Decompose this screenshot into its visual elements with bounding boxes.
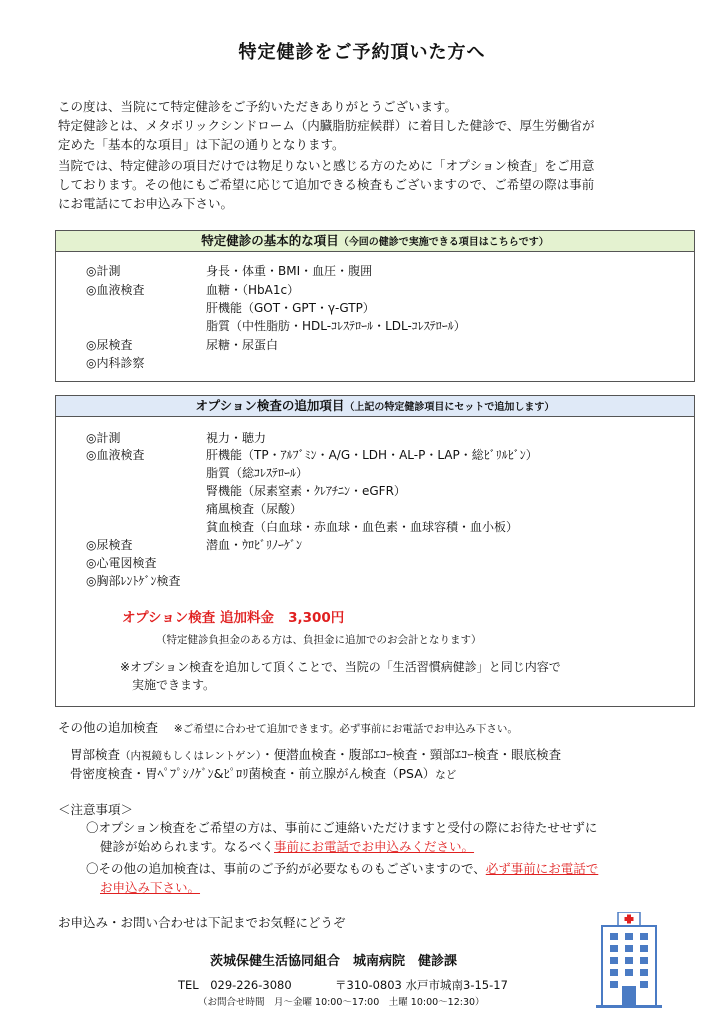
option-label: ◎計測 bbox=[86, 431, 121, 445]
option-label: ◎尿検査 bbox=[86, 538, 133, 552]
option-fee-note: （特定健診負担金のある方は、負担金に追加でのお会計となります） bbox=[156, 634, 482, 646]
other-tests-title: その他の追加検査 bbox=[58, 720, 159, 735]
basic-items-header-title: 特定健診の基本的な項目 bbox=[201, 233, 339, 248]
caution-title: ＜注意事項＞ bbox=[58, 802, 134, 817]
option-value: 痛風検査（尿酸） bbox=[206, 502, 303, 516]
option-items-header bbox=[56, 396, 694, 417]
contact-tel: TEL 029-226-3080 bbox=[178, 978, 292, 992]
other-tests-text: 胃部検査 bbox=[70, 747, 121, 762]
caution-emphasis: お申込み下さい。 bbox=[100, 880, 201, 895]
option-items-box bbox=[55, 395, 695, 707]
caution-emphasis: 必ず事前にお電話で bbox=[485, 861, 599, 876]
option-value: 貧血検査（白血球・赤血球・血色素・血球容積・血小板） bbox=[206, 520, 519, 534]
basic-items-box bbox=[55, 230, 695, 382]
basic-label: ◎血液検査 bbox=[86, 283, 145, 297]
basic-value: 血糖・（HbA1c） bbox=[206, 283, 300, 297]
option-value: 腎機能（尿素窒素・ｸﾚｱﾁﾆﾝ・eGFR） bbox=[206, 484, 406, 498]
contact-address: 〒310-0803 水戸市城南3-15-17 bbox=[335, 978, 508, 992]
option-value: 視力・聴力 bbox=[206, 431, 267, 445]
caution-text: 健診が始められます。なるべく bbox=[100, 839, 275, 854]
other-tests-text: ・便潜血検査・腹部ｴｺｰ検査・頸部ｴｺｰ検査・眼底検査 bbox=[261, 747, 562, 762]
intro-line: にお電話にてお申込み下さい。 bbox=[58, 196, 234, 211]
intro-line: 定めた「基本的な項目」は下記の通りとなります。 bbox=[58, 137, 345, 152]
option-value: 潜血・ｳﾛﾋﾞﾘﾉｰｹﾞﾝ bbox=[206, 538, 303, 552]
option-items-header-title: オプション検査の追加項目 bbox=[195, 398, 345, 413]
intro-line: しております。その他にもご希望に応じて追加できる検査もございますので、ご希望の際は事前 bbox=[58, 177, 595, 192]
basic-value: 脂質（中性脂肪・HDL-ｺﾚｽﾃﾛｰﾙ・LDL-ｺﾚｽﾃﾛｰﾙ） bbox=[206, 319, 466, 333]
other-tests-text: 骨密度検査・胃ﾍﾟﾌﾟｼﾉｹﾞﾝ&ﾋﾟﾛﾘ菌検査・前立腺がん検査（PSA） bbox=[70, 766, 436, 781]
option-value: 脂質（総ｺﾚｽﾃﾛｰﾙ） bbox=[206, 466, 309, 480]
option-note-line: ※オプション検査を追加して頂くことで、当院の「生活習慣病健診」と同じ内容で bbox=[120, 660, 561, 674]
intro-line: この度は、当院にて特定健診をご予約いただきありがとうございます。 bbox=[58, 99, 458, 114]
option-label: ◎心電図検査 bbox=[86, 556, 157, 570]
basic-value: 尿糖・尿蛋白 bbox=[206, 338, 279, 352]
option-fee-label: オプション検査 追加料金 bbox=[122, 610, 274, 626]
other-tests-text-small: など bbox=[435, 769, 457, 781]
hospital-building-icon bbox=[596, 912, 662, 1008]
basic-label: ◎内科診察 bbox=[86, 356, 145, 370]
basic-value: 肝機能（GOT・GPT・γ-GTP） bbox=[206, 301, 375, 315]
basic-items-header-note: （今回の健診で実施できる項目はこちらです） bbox=[338, 237, 549, 248]
other-tests-heading bbox=[58, 718, 518, 739]
option-items-header-note: （上記の特定健診項目にセットで追加します） bbox=[344, 402, 555, 413]
caution-emphasis: 事前にお電話でお申込みください。 bbox=[274, 839, 475, 854]
intro-line: 特定健診とは、メタボリックシンドローム（内臓脂肪症候群）に着目した健診で、厚生労働省が bbox=[58, 118, 595, 133]
basic-label: ◎尿検査 bbox=[86, 338, 133, 352]
basic-label: ◎計測 bbox=[86, 264, 121, 278]
page-title: 特定健診をご予約頂いた方へ bbox=[238, 42, 486, 63]
basic-value: 身長・体重・BMI・血圧・腹囲 bbox=[206, 264, 373, 278]
contact-hours: （お問合せ時間 月～金曜 10:00～17:00 土曜 10:00～12:30） bbox=[198, 997, 485, 1008]
basic-items-header bbox=[56, 231, 694, 252]
intro-paragraph-2 bbox=[58, 156, 678, 213]
contact-lead: お申込み・お問い合わせは下記までお気軽にどうぞ bbox=[58, 915, 346, 930]
other-tests-line bbox=[70, 764, 456, 785]
caution-line: 〇オプション検査をご希望の方は、事前にご連絡いただけますと受付の際にお待たせせずに bbox=[86, 820, 598, 835]
other-tests-line bbox=[70, 745, 561, 766]
intro-paragraph-1 bbox=[58, 97, 678, 154]
option-label: ◎胸部ﾚﾝﾄｹﾞﾝ検査 bbox=[86, 574, 181, 588]
option-fee-value: 3,300円 bbox=[288, 610, 345, 626]
contact-organization: 茨城保健生活協同組合 城南病院 健診課 bbox=[210, 954, 458, 969]
other-tests-note: ※ご希望に合わせて追加できます。必ず事前にお電話でお申込み下さい。 bbox=[173, 723, 518, 735]
caution-line bbox=[86, 859, 598, 878]
option-value: 肝機能（TP・ｱﾙﾌﾞﾐﾝ・A/G・LDH・AL-P・LAP・総ﾋﾞﾘﾙﾋﾞﾝ） bbox=[206, 448, 538, 462]
other-tests-text-small: （内視鏡もしくはレントゲン） bbox=[120, 750, 262, 762]
caution-line bbox=[100, 837, 474, 856]
intro-line: 当院では、特定健診の項目だけでは物足りないと感じる方のために「オプション検査」をご用意 bbox=[58, 158, 595, 173]
option-fee bbox=[122, 609, 344, 627]
option-label: ◎血液検査 bbox=[86, 448, 145, 462]
caution-text: 〇その他の追加検査は、事前のご予約が必要なものもございますので、 bbox=[86, 861, 486, 876]
option-note-line: 実施できます。 bbox=[132, 678, 216, 692]
